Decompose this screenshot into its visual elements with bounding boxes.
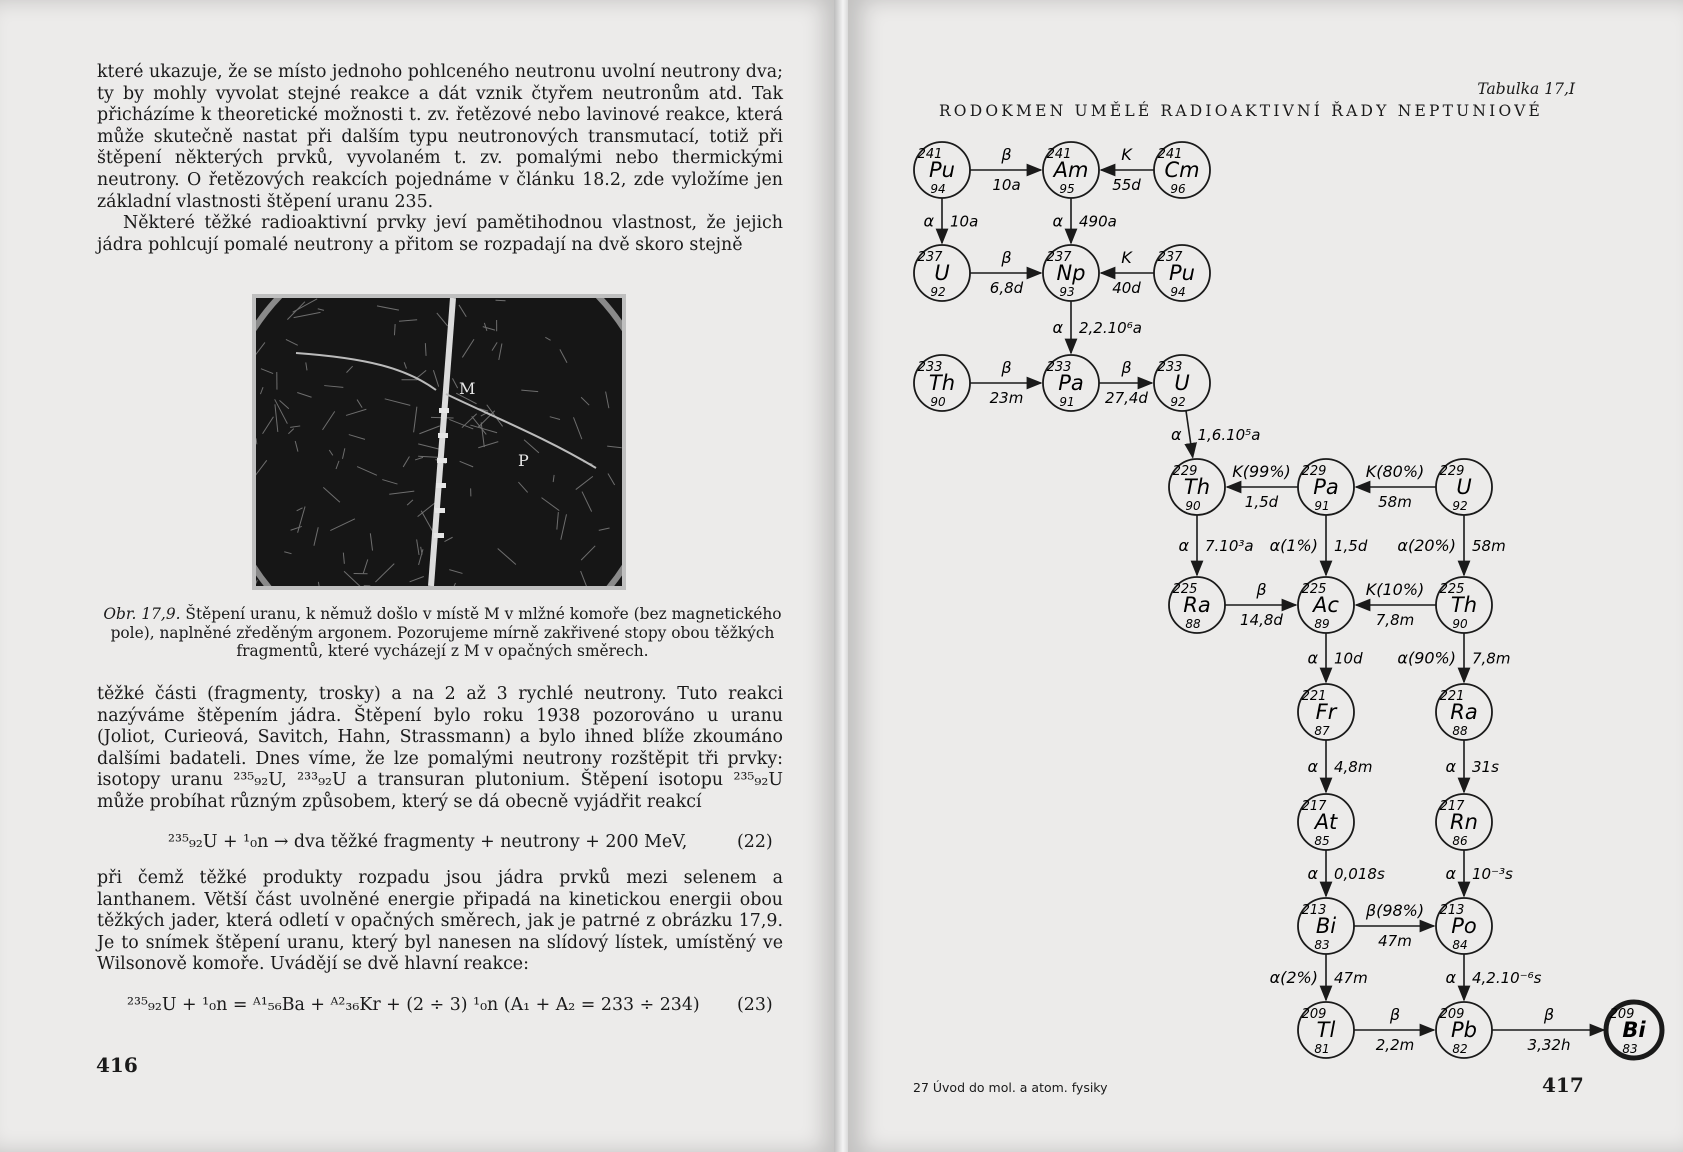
- decay-edge: [1354, 1005, 1434, 1054]
- nuclide-cm241: [1154, 142, 1210, 198]
- element-symbol: Np: [1056, 261, 1086, 285]
- atomic-number: 91: [1059, 395, 1075, 409]
- nuclide-pu237: [1154, 245, 1210, 301]
- element-symbol: Po: [1451, 914, 1477, 938]
- nuclide-bi213: [1298, 898, 1354, 954]
- decay-edge: [1445, 954, 1541, 1000]
- decay-edge: [1101, 248, 1154, 297]
- atomic-number: 95: [1059, 182, 1075, 196]
- element-symbol: U: [934, 261, 950, 285]
- mass-number: 213: [1439, 903, 1465, 918]
- atomic-number: 94: [930, 182, 946, 196]
- decay-edge: [1307, 740, 1372, 792]
- paragraph: které ukazuje, že se místo jednoho pohlceného neutronu uvolní neutrony dva; ty by mohly vyvolat stejné reakce a dát vznik čtyřem neutronům atd. Tak přicházíme k theoretické možnosti t. zv. řetězové nebo lavinové reakce, která může skutečně nastat při dalším typu neutronových transmutací, totiž při štěpení některých prvků, vyvolaném t. zv. pomalými nebo thermickými neutrony. O řetězových reakcích pojednáme v článku 18.2, zde vyložíme jen základní vlastnosti štěpení uranu 235.: [97, 62, 783, 212]
- half-life-label: 7,8m: [1472, 649, 1511, 668]
- equation-23: ²³⁵₉₂U + ¹₀n = ᴬ¹₅₆Ba + ᴬ²₃₆Kr + (2 ÷ 3) ¹₀n (A₁ + A₂ = 233 ÷ 234): [127, 995, 700, 1015]
- decay-edge: [1270, 954, 1368, 1000]
- decay-mode-label: α: [1052, 318, 1063, 337]
- atomic-number: 82: [1452, 1042, 1468, 1056]
- decay-mode-label: α: [1307, 648, 1318, 668]
- nuclide-ra225: [1169, 577, 1225, 633]
- half-life-label: 4,8m: [1334, 758, 1373, 776]
- atomic-number: 90: [930, 395, 946, 409]
- element-symbol: U: [1456, 475, 1472, 499]
- mass-number: 225: [1172, 582, 1198, 597]
- decay-mode-label: α(1%): [1269, 536, 1318, 555]
- half-life-label: 3,32h: [1527, 1036, 1571, 1054]
- page-footer: 27 Úvod do mol. a atom. fysiky: [913, 1080, 1108, 1095]
- atomic-number: 81: [1314, 1042, 1330, 1056]
- atomic-number: 92: [930, 285, 946, 299]
- half-life-label: 14,8d: [1240, 611, 1283, 629]
- element-symbol: Pa: [1058, 371, 1084, 395]
- element-symbol: U: [1174, 371, 1190, 395]
- decay-mode-label: α: [1307, 757, 1318, 776]
- element-symbol: Rn: [1450, 810, 1478, 834]
- element-symbol: Am: [1053, 158, 1089, 182]
- mass-number: 209: [1439, 1007, 1465, 1022]
- decay-edge: [923, 198, 978, 243]
- element-symbol: Ra: [1450, 700, 1478, 724]
- nuclide-pa229: [1298, 459, 1354, 515]
- atomic-number: 87: [1314, 724, 1330, 738]
- nuclide-u229: [1436, 459, 1492, 515]
- nuclide-ac225: [1298, 577, 1354, 633]
- equation-22-number: (22): [737, 832, 773, 852]
- mass-number: 241: [1157, 147, 1183, 162]
- photo-label-m: M: [459, 379, 476, 398]
- table-title: RODOKMEN UMĚLÉ RADIOAKTIVNÍ ŘADY NEPTUNIOVÉ: [938, 102, 1544, 120]
- mass-number: 237: [1046, 250, 1072, 265]
- nuclide-ra221: [1436, 684, 1492, 740]
- half-life-label: 1,6.10⁵a: [1197, 426, 1261, 444]
- nuclide-am241: [1043, 142, 1099, 198]
- caption-text: Štěpení uranu, k němuž došlo v místě M v mlžné komoře (bez magnetického pole), naplněné zředěným argonem. Pozorujeme mírně zakřivené stopy obou těžkých fragmentů, které vycházejí z M v opačných směrech.: [110, 605, 782, 660]
- atomic-number: 90: [1452, 617, 1468, 631]
- atomic-number: 94: [1170, 285, 1186, 299]
- mass-number: 241: [917, 147, 943, 162]
- half-life-label: 2,2m: [1375, 1036, 1415, 1054]
- half-life-label: 6,8d: [989, 279, 1024, 297]
- nuclide-th233: [914, 355, 970, 411]
- page-number-left: 416: [96, 1053, 138, 1077]
- half-life-label: 47m: [1378, 932, 1412, 950]
- equation-22: ²³⁵₉₂U + ¹₀n → dva těžké fragmenty + neutrony + 200 MeV,: [168, 832, 688, 852]
- paragraph: při čemž těžké produkty rozpadu jsou jádra prvků mezi selenem a lanthanem. Větší část uvolněné energie připadá na kinetickou energii obou těžkých jader, která odletí v opačných směrech, jak je patrné z obrázku 17,9. Je to snímek štěpení uranu, který byl nanesen na slídový lístek, umístěný ve Wilsonově komoře. Uvádějí se dvě hlavní reakce:: [97, 868, 783, 975]
- decay-mode-label: β: [1001, 358, 1012, 377]
- element-symbol: Ac: [1313, 593, 1339, 617]
- nuclide-np237: [1043, 245, 1099, 301]
- decay-edge: [1307, 850, 1384, 896]
- nuclide-fr221: [1298, 684, 1354, 740]
- decay-mode-label: α: [923, 211, 934, 231]
- paragraph: Některé těžké radioaktivní prvky jeví pamětihodnou vlastnost, že jejich jádra pohlcují pomalé neutrony a přitom se rozpadají na dvě skoro stejně: [97, 213, 783, 255]
- mass-number: 229: [1172, 464, 1198, 479]
- nuclide-po213: [1436, 898, 1492, 954]
- atomic-number: 90: [1185, 499, 1201, 513]
- nuclide-th225: [1436, 577, 1492, 633]
- decay-edge: [970, 248, 1041, 297]
- decay-edge: [1307, 633, 1363, 682]
- half-life-label: 10a: [992, 176, 1021, 194]
- decay-mode-label: α(20%): [1397, 536, 1456, 555]
- decay-edge: [1445, 850, 1513, 896]
- atomic-number: 92: [1170, 395, 1186, 409]
- atomic-number: 93: [1059, 285, 1075, 299]
- half-life-label: 7.10³a: [1205, 537, 1254, 555]
- text-block-top: [97, 62, 783, 256]
- paragraph: těžké části (fragmenty, trosky) a na 2 až 3 rychlé neutrony. Tuto reakci nazýváme štěpením jádra. Štěpení bylo roku 1938 pozorováno u uranu (Joliot, Curieová, Savitch, Hahn, Strassmann) a bylo ihned blíže zkoumáno dalšími badateli. Dnes víme, že lze pomalými neutrony rozštěpit tři prvky: isotopy uranu ²³⁵₉₂U, ²³³₉₂U a transuran plutonium. Štěpení isotopu ²³⁵₉₂U může probíhat různým způsobem, který se dá obecně vyjádřit reakcí: [97, 684, 783, 812]
- mass-number: 217: [1301, 799, 1327, 814]
- decay-mode-label: β: [1389, 1005, 1401, 1024]
- decay-mode-label: α(90%): [1397, 648, 1456, 668]
- decay-edge: [1225, 580, 1296, 629]
- decay-edge: [1227, 462, 1298, 511]
- table-label: Tabulka 17,I: [1477, 80, 1575, 98]
- mass-number: 209: [1609, 1007, 1635, 1022]
- decay-mode-label: K(99%): [1232, 462, 1291, 481]
- decay-mode-label: α(2%): [1269, 968, 1318, 987]
- element-symbol: Bi: [1622, 1018, 1646, 1042]
- decay-mode-label: α: [1445, 968, 1456, 987]
- caption-label: Obr. 17,9.: [103, 605, 181, 623]
- half-life-label: 58m: [1378, 493, 1412, 511]
- mass-number: 221: [1301, 689, 1327, 704]
- decay-edge: [1354, 901, 1434, 950]
- photo-label-p: P: [518, 451, 529, 470]
- decay-mode-label: β: [1001, 248, 1012, 267]
- half-life-label: 10⁻³s: [1472, 865, 1513, 883]
- decay-mode-label: α: [1170, 425, 1182, 444]
- decay-mode-label: α: [1445, 757, 1456, 776]
- element-symbol: Pb: [1451, 1018, 1477, 1042]
- atomic-number: 83: [1622, 1042, 1638, 1056]
- atomic-number: 96: [1170, 182, 1186, 196]
- half-life-label: 10a: [950, 212, 979, 231]
- element-symbol: Th: [928, 371, 956, 395]
- nuclide-th229: [1169, 459, 1225, 515]
- half-life-label: 23m: [989, 389, 1024, 407]
- decay-edge: [1178, 515, 1253, 575]
- left-page: [0, 0, 838, 1152]
- element-symbol: Pu: [929, 158, 955, 182]
- atomic-number: 89: [1314, 617, 1330, 631]
- decay-edge: [1397, 633, 1510, 682]
- decay-mode-label: β: [1121, 358, 1132, 377]
- nuclide-u233: [1154, 355, 1210, 411]
- mass-number: 229: [1301, 464, 1327, 479]
- decay-chain-diagram: [848, 0, 1683, 1100]
- atomic-number: 84: [1452, 938, 1468, 952]
- mass-number: 233: [917, 360, 943, 375]
- half-life-label: 7,8m: [1375, 611, 1415, 629]
- element-symbol: Fr: [1315, 700, 1337, 724]
- decay-mode-label: K: [1121, 248, 1132, 267]
- equation-23-number: (23): [737, 995, 773, 1015]
- mass-number: 217: [1439, 799, 1465, 814]
- decay-mode-label: K(80%): [1365, 462, 1425, 481]
- half-life-label: 27,4d: [1105, 389, 1148, 407]
- decay-edge: [1445, 740, 1499, 792]
- half-life-label: 2,2.10⁶a: [1079, 319, 1142, 337]
- nuclide-pu241: [914, 142, 970, 198]
- nuclide-rn217: [1436, 794, 1492, 850]
- element-symbol: Pa: [1313, 475, 1339, 499]
- decay-mode-label: α: [1307, 864, 1318, 883]
- mass-number: 221: [1439, 689, 1465, 704]
- nuclide-pa233: [1043, 355, 1099, 411]
- text-block-bottom: [97, 868, 783, 976]
- element-symbol: Th: [1183, 475, 1211, 499]
- half-life-label: 1,5d: [1244, 493, 1279, 511]
- decay-edge: [1356, 580, 1436, 629]
- decay-mode-label: α: [1178, 536, 1189, 555]
- decay-edge: [1492, 1005, 1604, 1054]
- decay-edge: [1356, 462, 1436, 511]
- cloud-chamber-photo: [252, 294, 626, 590]
- element-symbol: Ra: [1183, 593, 1211, 617]
- decay-mode-label: β: [1001, 145, 1012, 164]
- element-symbol: At: [1314, 810, 1338, 834]
- half-life-label: 55d: [1112, 176, 1141, 194]
- atomic-number: 91: [1314, 499, 1330, 513]
- mass-number: 237: [917, 250, 943, 265]
- atomic-number: 83: [1314, 938, 1330, 952]
- half-life-label: 490a: [1079, 212, 1117, 231]
- mass-number: 225: [1439, 582, 1465, 597]
- decay-mode-label: α: [1445, 864, 1456, 883]
- half-life-label: 10d: [1334, 649, 1363, 668]
- mass-number: 213: [1301, 903, 1327, 918]
- atomic-number: 92: [1452, 499, 1468, 513]
- decay-edge: [1052, 301, 1141, 353]
- mass-number: 225: [1301, 582, 1327, 597]
- half-life-label: 4,2.10⁻⁶s: [1472, 969, 1542, 987]
- decay-mode-label: β: [1543, 1005, 1555, 1024]
- mass-number: 233: [1046, 360, 1072, 375]
- atomic-number: 85: [1314, 834, 1330, 848]
- half-life-label: 1,5d: [1334, 537, 1368, 555]
- decay-edge: [970, 358, 1041, 407]
- mass-number: 229: [1439, 464, 1465, 479]
- figure-caption: [100, 605, 785, 661]
- nuclide-bi209: [1606, 1002, 1662, 1058]
- nuclide-tl209: [1298, 1002, 1354, 1058]
- mass-number: 233: [1157, 360, 1183, 375]
- decay-edge: [1270, 515, 1368, 575]
- half-life-label: 40d: [1112, 279, 1141, 297]
- atomic-number: 86: [1452, 834, 1468, 848]
- nuclide-pb209: [1436, 1002, 1492, 1058]
- element-symbol: Cm: [1164, 158, 1200, 182]
- element-symbol: Bi: [1315, 914, 1337, 938]
- half-life-label: 31s: [1472, 758, 1499, 776]
- decay-mode-label: K: [1121, 145, 1132, 164]
- half-life-label: 58m: [1472, 537, 1506, 555]
- element-symbol: Tl: [1316, 1018, 1336, 1042]
- half-life-label: 47m: [1334, 969, 1368, 987]
- decay-mode-label: β(98%): [1365, 901, 1425, 920]
- decay-mode-label: α: [1052, 211, 1063, 231]
- decay-edge: [970, 145, 1041, 194]
- atomic-number: 88: [1185, 617, 1201, 631]
- page-number-right: 417: [1542, 1073, 1584, 1097]
- decay-edge: [1101, 145, 1154, 194]
- decay-edge: [1052, 198, 1116, 243]
- mass-number: 209: [1301, 1007, 1327, 1022]
- element-symbol: Pu: [1169, 261, 1195, 285]
- element-symbol: Th: [1450, 593, 1478, 617]
- mass-number: 241: [1046, 147, 1072, 162]
- text-block-middle: [97, 684, 783, 814]
- atomic-number: 88: [1452, 724, 1468, 738]
- nuclide-u237: [914, 245, 970, 301]
- decay-edge: [1397, 515, 1505, 575]
- nuclide-at217: [1298, 794, 1354, 850]
- decay-edge: [1171, 411, 1260, 458]
- half-life-label: 0,018s: [1334, 865, 1385, 883]
- decay-mode-label: K(10%): [1365, 580, 1425, 599]
- decay-edge: [1099, 358, 1152, 407]
- decay-mode-label: β: [1256, 580, 1267, 599]
- mass-number: 237: [1157, 250, 1183, 265]
